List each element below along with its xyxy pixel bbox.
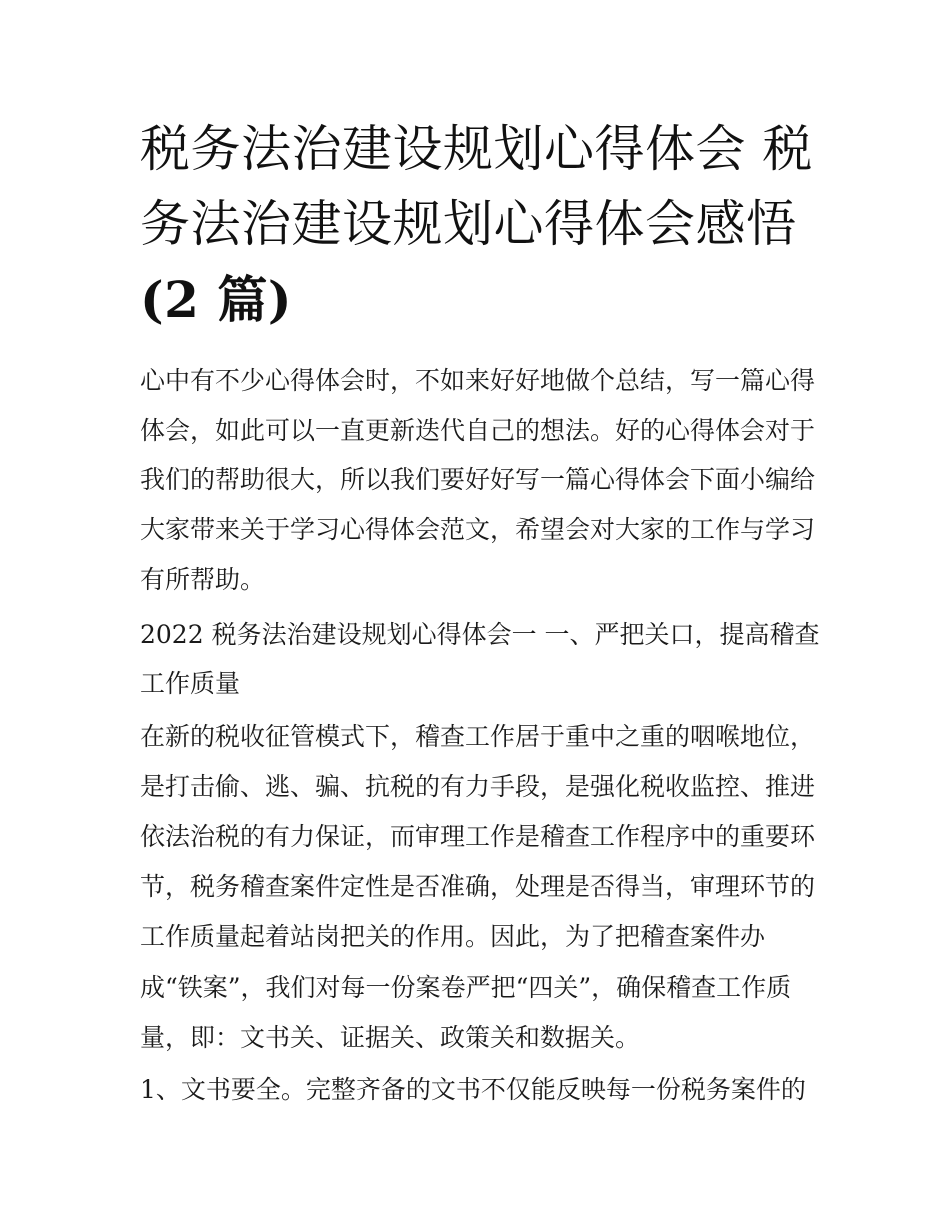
paragraph-line: 量，即：文书关、证据关、政策关和数据关。 [140, 1023, 641, 1052]
paragraph-line: 成“铁案”，我们对每一份案卷严把“四关”，确保稽查工作质 [140, 973, 792, 1002]
document-title [140, 112, 820, 337]
section-heading-line: 工作质量 [140, 669, 241, 698]
title-line-2: 务法治建设规划心得体会感悟 [140, 195, 797, 253]
paragraph-line: 有所帮助。 [140, 565, 266, 594]
title-line-3: (2 篇) [140, 270, 293, 329]
paragraph-line: 工作质量起着站岗把关的作用。因此，为了把稽查案件办 [140, 922, 766, 951]
paragraph-line: 在新的税收征管模式下，稽查工作居于重中之重的咽喉地位， [140, 722, 816, 751]
section-heading-line: 2022 税务法治建设规划心得体会一 一、严把关口，提高稽查 [140, 620, 820, 649]
paragraph-line: 依法治税的有力保证，而审理工作是稽查工作程序中的重要环 [140, 822, 816, 851]
paragraph-line: 节，税务稽查案件定性是否准确，处理是否得当，审理环节的 [140, 872, 816, 901]
paragraph-line: 是打击偷、逃、骗、抗税的有力手段，是强化税收监控、推进 [140, 772, 816, 801]
paragraph-line: 心中有不少心得体会时，不如来好好地做个总结，写一篇心得 [140, 366, 816, 395]
paragraph-line: 1、文书要全。完整齐备的文书不仅能反映每一份税务案件的 [140, 1075, 806, 1104]
paragraph-line: 我们的帮助很大，所以我们要好好写一篇心得体会下面小编给 [140, 465, 816, 494]
title-line-1: 税务法治建设规划心得体会 税 [140, 120, 813, 178]
paragraph-line: 体会，如此可以一直更新迭代自己的想法。好的心得体会对于 [140, 416, 816, 445]
paragraph-line: 大家带来关于学习心得体会范文，希望会对大家的工作与学习 [140, 515, 816, 544]
